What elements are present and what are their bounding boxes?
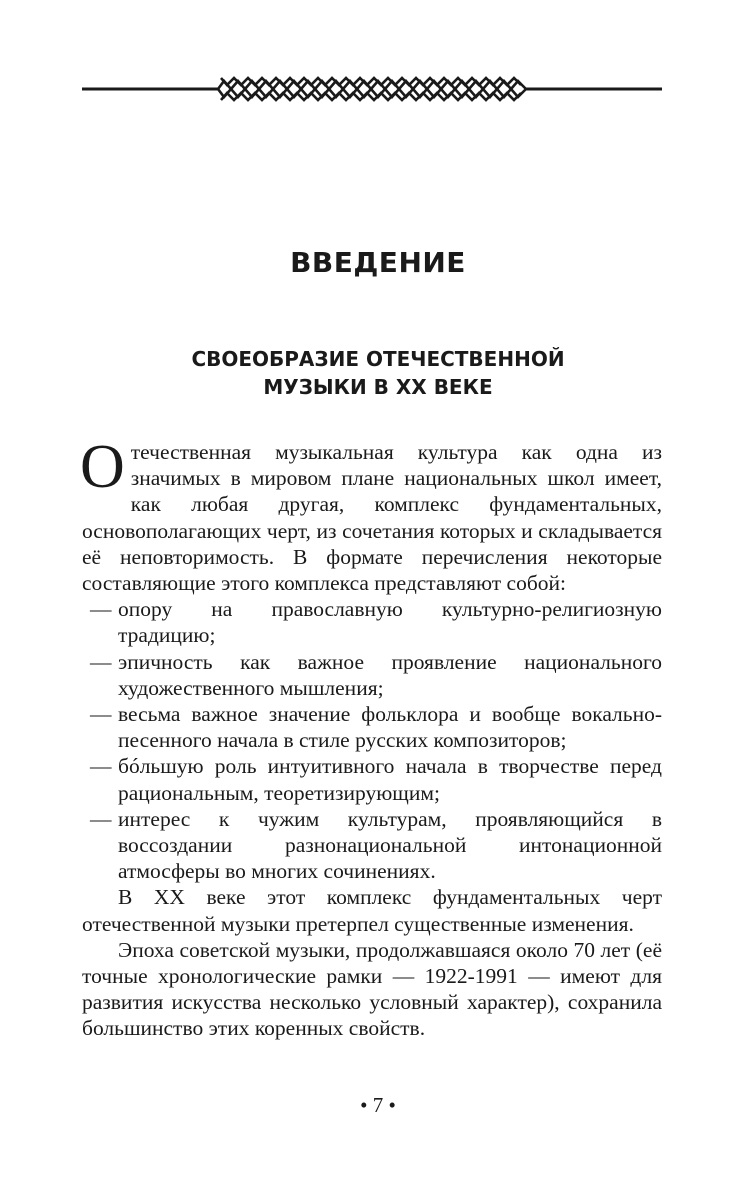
section-title-line-2: МУЗЫКИ В XX ВЕКЕ: [263, 375, 493, 399]
drop-cap: О: [80, 433, 125, 501]
list-item: [82, 596, 662, 648]
paragraph: В XX веке этот комплекс фундаментальных черт отечественной музыки претерпел существенные изменения.: [82, 885, 662, 936]
page-number: • 7 •: [360, 1093, 396, 1117]
section-title: [0, 345, 756, 401]
list-item-text: бóльшую роль интуитивного начала в творчестве перед рациональным, теоретизирующим;: [118, 754, 662, 805]
list-item-text: интерес к чужим культурам, проявляющийся в воссоздании разнонациональной интонационной атмосферы во многих сочинениях.: [118, 806, 662, 884]
chapter-title: ВВЕДЕНИЕ: [290, 246, 466, 279]
dash-marker: —: [90, 806, 112, 831]
list-item-text: эпичность как важное проявление национального художественного мышления;: [118, 649, 662, 700]
paragraph: Эпоха советской музыки, продолжавшаяся около 70 лет (её точные хронологические рамки — 1922-1991 — имеют для развития искусства несколько условный характер), сохранила большинство этих коренных свойств.: [82, 937, 662, 1041]
intro-paragraph: [80, 433, 662, 596]
dash-marker: —: [90, 649, 112, 674]
dash-marker: —: [90, 754, 112, 779]
section-title-line-1: СВОЕОБРАЗИЕ ОТЕЧЕСТВЕННОЙ: [191, 347, 565, 371]
list-item: [82, 806, 662, 885]
list-item: [82, 701, 662, 753]
list-item-text: весьма важное значение фольклора и вообще вокально-песенного начала в стиле русских композиторов;: [118, 702, 662, 753]
list-item: [82, 753, 662, 805]
intro-text: течественная музыкальная культура как одна из значимых в мировом плане национальных школ имеет, как любая другая, комплекс фундаментальных, основополагающих черт, из сочетания которых и складывается её неповторимость. В формате перечисления некоторые составляющие этого комплекса представляют собой:: [82, 440, 662, 596]
list-item-text: опору на православную культурно-религиозную традицию;: [118, 597, 662, 648]
dash-marker: —: [90, 597, 112, 622]
ornament-braid: [218, 78, 526, 100]
list-item: [82, 649, 662, 701]
feature-list: [82, 596, 662, 884]
dash-marker: —: [90, 702, 112, 727]
decorative-header-ornament: [82, 74, 662, 104]
body-text: [80, 433, 662, 1042]
